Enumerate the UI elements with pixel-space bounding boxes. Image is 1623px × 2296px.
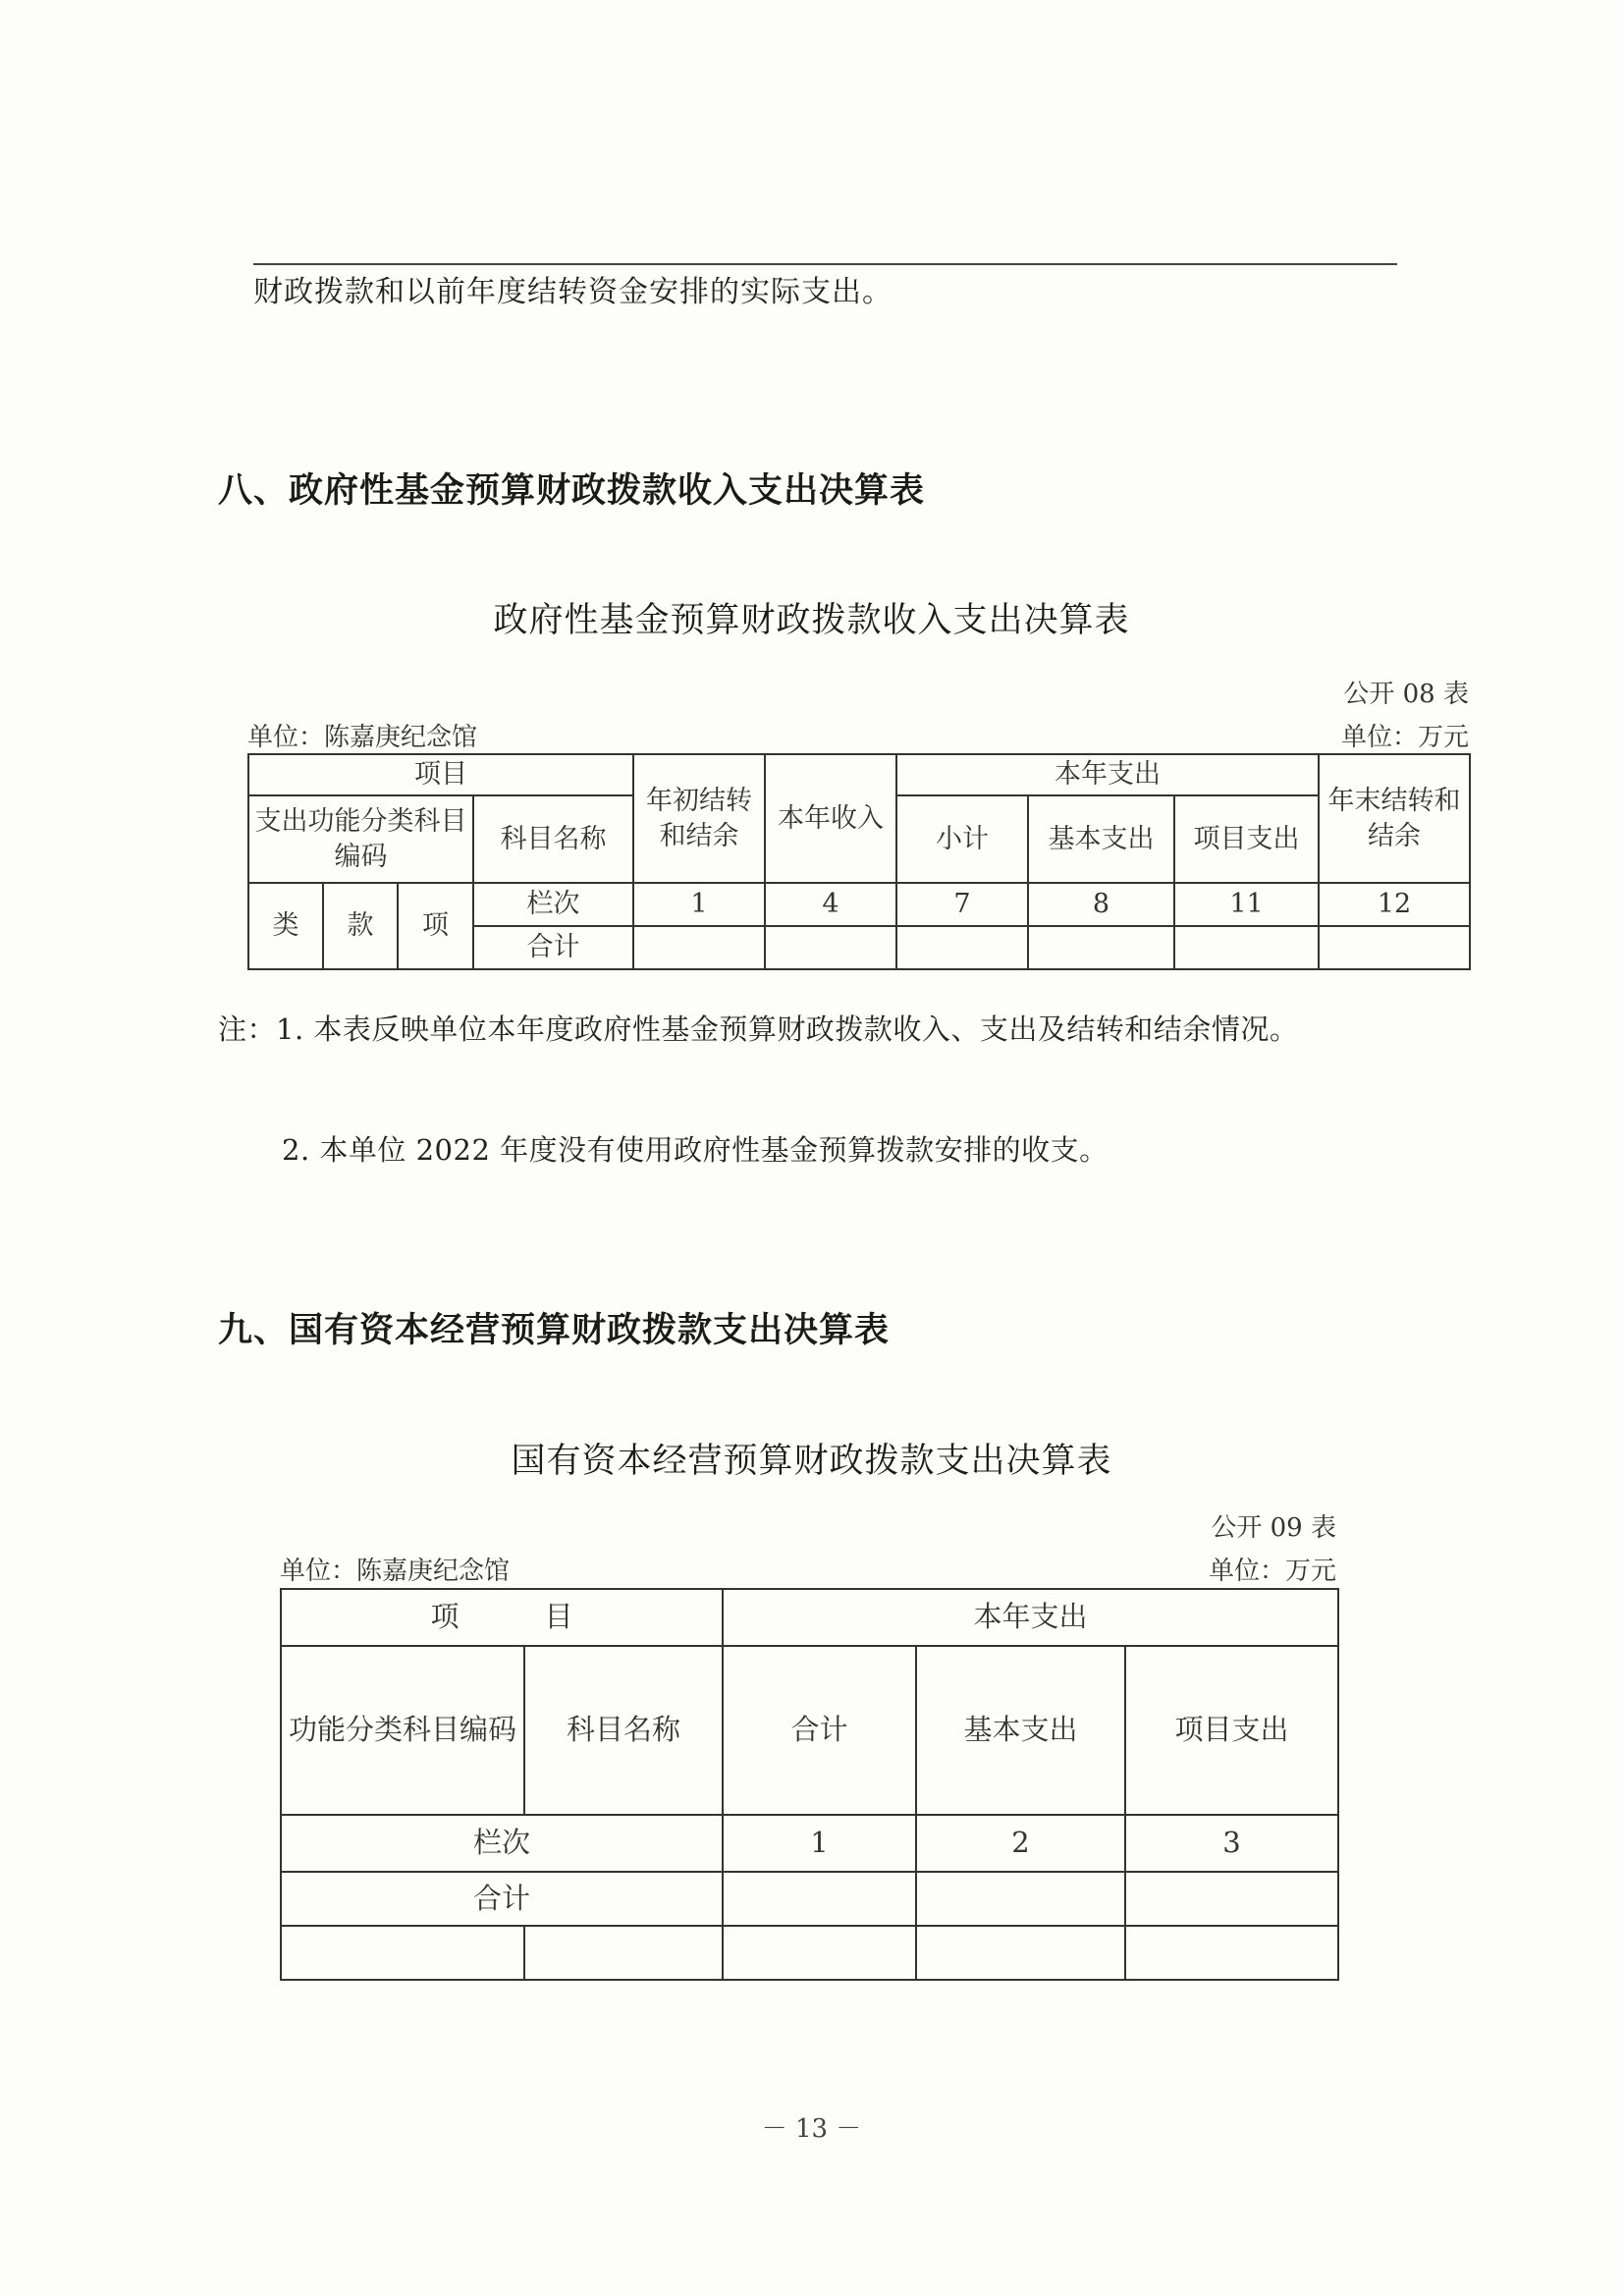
- cell: [1125, 1872, 1338, 1926]
- cell: [633, 926, 765, 969]
- section9-form-code: 公开 09 表: [1211, 1513, 1336, 1543]
- header-end-balance: 年末结转和结余: [1319, 754, 1470, 883]
- header-entry: 项: [398, 883, 473, 969]
- intro-paragraph: 财政拨款和以前年度结转资金安排的实际支出。: [253, 275, 893, 309]
- header-income: 本年收入: [765, 754, 896, 883]
- section8-heading: 八、政府性基金预算财政拨款收入支出决算表: [218, 471, 926, 511]
- col-no: 4: [765, 883, 896, 926]
- cell: [1028, 926, 1174, 969]
- section8-form-code: 公开 08 表: [1343, 680, 1469, 709]
- section9-unit-org: 单位：陈嘉庚纪念馆: [280, 1557, 511, 1586]
- section8-table-title: 政府性基金预算财政拨款收入支出决算表: [493, 601, 1130, 640]
- cell: [1125, 1926, 1338, 1980]
- row-total: 合计: [281, 1872, 723, 1926]
- cell: [281, 1926, 524, 1980]
- col-no: 1: [723, 1815, 916, 1872]
- section8-unit-org: 单位：陈嘉庚纪念馆: [247, 723, 478, 752]
- row-column-no: 栏次: [281, 1815, 723, 1872]
- header-subject-name: 科目名称: [473, 795, 633, 883]
- section8-note-1: 注：1. 本表反映单位本年度政府性基金预算财政拨款收入、支出及结转和结余情况。: [218, 1012, 1299, 1046]
- header-class: 类: [248, 883, 323, 969]
- col-no: 3: [1125, 1815, 1338, 1872]
- col-no: 7: [896, 883, 1028, 926]
- header-func-code: 功能分类科目编码: [281, 1646, 524, 1815]
- header-item: 项目: [248, 754, 633, 795]
- section9-unit-money: 单位：万元: [1208, 1557, 1336, 1586]
- col-no: 12: [1319, 883, 1470, 926]
- header-expense: 本年支出: [896, 754, 1319, 795]
- header-project: 项目支出: [1174, 795, 1319, 883]
- section9-table: [280, 1588, 1339, 1981]
- section8-table: [247, 753, 1471, 970]
- cell: [524, 1926, 723, 1980]
- header-item: 项 目: [281, 1589, 723, 1646]
- col-no: 8: [1028, 883, 1174, 926]
- section9-table-title: 国有资本经营预算财政拨款支出决算表: [511, 1442, 1112, 1481]
- header-section: 款: [323, 883, 398, 969]
- cell: [723, 1926, 916, 1980]
- cell: [765, 926, 896, 969]
- page-number: － 13 －: [761, 2114, 862, 2144]
- header-basic: 基本支出: [916, 1646, 1125, 1815]
- col-no: 11: [1174, 883, 1319, 926]
- header-expense: 本年支出: [723, 1589, 1338, 1646]
- col-no: 2: [916, 1815, 1125, 1872]
- cell: [1319, 926, 1470, 969]
- header-basic: 基本支出: [1028, 795, 1174, 883]
- row-total: 合计: [473, 926, 633, 969]
- cell: [916, 1872, 1125, 1926]
- section8-note-2: 2. 本单位 2022 年度没有使用政府性基金预算拨款安排的收支。: [282, 1133, 1109, 1167]
- header-project: 项目支出: [1125, 1646, 1338, 1815]
- header-subtotal: 小计: [896, 795, 1028, 883]
- section8-unit-money: 单位：万元: [1340, 723, 1469, 752]
- col-no: 1: [633, 883, 765, 926]
- header-func-code: 支出功能分类科目编码: [248, 795, 473, 883]
- header-begin-balance: 年初结转和结余: [633, 754, 765, 883]
- cell: [1174, 926, 1319, 969]
- header-subject-name: 科目名称: [524, 1646, 723, 1815]
- row-column-no: 栏次: [473, 883, 633, 926]
- cell: [896, 926, 1028, 969]
- top-rule: [253, 263, 1397, 265]
- header-total: 合计: [723, 1646, 916, 1815]
- cell: [723, 1872, 916, 1926]
- section9-heading: 九、国有资本经营预算财政拨款支出决算表: [218, 1311, 891, 1350]
- cell: [916, 1926, 1125, 1980]
